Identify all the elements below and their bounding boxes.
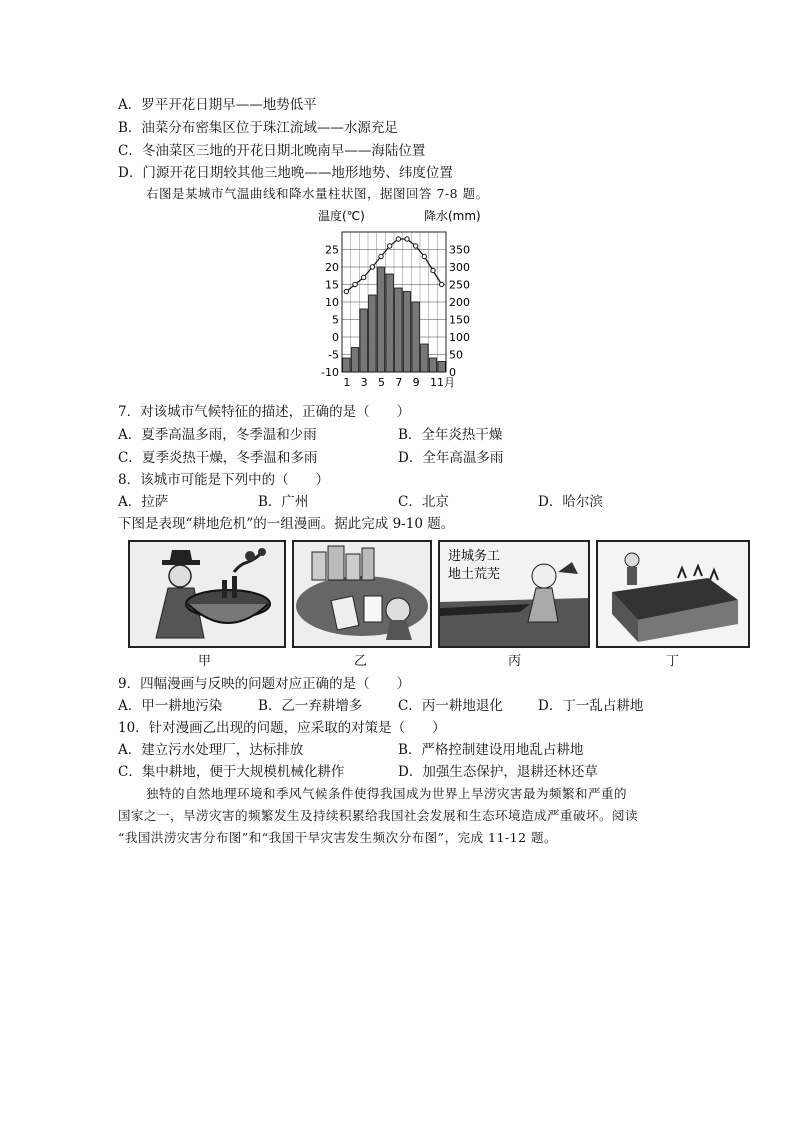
q7-option-c: C．夏季炎热干燥，冬季温和多雨 xyxy=(118,450,318,466)
month-tick-label: 5 xyxy=(378,376,385,389)
cartoon-jia xyxy=(128,540,286,648)
precip-tick-label: 50 xyxy=(449,348,463,362)
temperature-point-month-3 xyxy=(361,275,365,279)
precip-tick-label: 250 xyxy=(449,278,470,292)
temperature-point-month-6 xyxy=(387,244,391,248)
chart-intro: 右图是某城市气温曲线和降水量柱状图，据图回答 7-8 题。 xyxy=(146,186,489,201)
q9-option-b: B．乙一弃耕增多 xyxy=(258,698,363,714)
q6-option-b: B．油菜分布密集区位于珠江流域——水源充足 xyxy=(118,120,398,136)
temperature-point-month-7 xyxy=(396,237,400,241)
cartoon-label-jia: 甲 xyxy=(198,654,212,669)
cartoon-bing xyxy=(438,540,590,648)
precip-bar-month-3 xyxy=(360,309,367,372)
temperature-point-month-9 xyxy=(413,244,417,248)
month-tick-label: 7 xyxy=(395,376,403,389)
q6-option-c: C．冬油菜区三地的开花日期北晚南早——海陆位置 xyxy=(118,143,426,159)
cartoon-bing-text-2: 地土荒芜 xyxy=(448,567,501,582)
temperature-point-month-5 xyxy=(379,254,383,258)
precip-bar-month-12 xyxy=(438,362,445,373)
temperature-point-month-8 xyxy=(405,237,409,241)
precip-tick-label: 200 xyxy=(449,296,470,309)
q8-option-d: D．哈尔滨 xyxy=(538,494,603,510)
precip-tick-label: 0 xyxy=(449,366,456,379)
precip-bar-month-5 xyxy=(377,267,384,372)
temperature-point-month-10 xyxy=(422,254,426,258)
temperature-point-month-4 xyxy=(370,265,374,269)
temp-tick-label: 20 xyxy=(325,261,339,274)
precip-bar-month-9 xyxy=(412,302,419,372)
month-tick-label: 3 xyxy=(360,376,368,389)
temp-tick-label: 15 xyxy=(325,278,339,292)
cartoon-label-bing: 丙 xyxy=(508,654,522,669)
cartoon-bing-drawing xyxy=(440,542,588,646)
q9-option-c: C．丙一耕地退化 xyxy=(398,698,503,714)
q7-stem: 7．对该城市气候特征的描述，正确的是（ ） xyxy=(118,404,411,420)
q7-option-d: D．全年高温多雨 xyxy=(398,450,504,466)
q8-option-a: A．拉萨 xyxy=(118,494,169,510)
precip-tick-label: 150 xyxy=(449,313,470,327)
passage-line-2: 国家之一，旱涝灾害的频繁发生及持续积累给我国社会发展和生态环境造成严重破坏。阅读 xyxy=(118,808,639,823)
q6-option-a: A．罗平开花日期早——地势低平 xyxy=(118,97,317,113)
temp-tick-label: 0 xyxy=(332,331,339,344)
month-tick-label: 11月 xyxy=(430,376,455,389)
cartoon-bing-text-1: 进城务工 xyxy=(448,549,501,564)
precip-bar-month-11 xyxy=(429,358,436,372)
cartoon-yi xyxy=(292,540,432,648)
temp-tick-label: 10 xyxy=(325,296,339,309)
cartoon-yi-drawing xyxy=(294,542,430,646)
cartoon-ding-drawing xyxy=(598,542,748,646)
temperature-point-month-12 xyxy=(439,282,443,286)
cartoon-ding xyxy=(596,540,750,648)
q10-option-c: C．集中耕地，便于大规模机械化耕作 xyxy=(118,764,345,780)
passage-line-1: 独特的自然地理环境和季风气候条件使得我国成为世界上旱涝灾害最为频繁和严重的 xyxy=(146,786,628,801)
precip-tick-label: 300 xyxy=(449,261,470,274)
precip-tick-label: 350 xyxy=(449,243,470,257)
precip-bar-month-4 xyxy=(369,295,376,372)
month-tick-label: 9 xyxy=(412,376,420,389)
cartoon-label-yi: 乙 xyxy=(354,654,368,669)
cartoon-jia-drawing xyxy=(130,542,284,646)
q8-option-c: C．北京 xyxy=(398,494,449,510)
precip-bar-month-2 xyxy=(351,348,358,373)
passage-line-3: “我国洪涝灾害分布图”和“我国干旱灾害发生频次分布图”，完成 11-12 题。 xyxy=(118,830,558,845)
temp-tick-label: 25 xyxy=(325,243,339,257)
q10-option-d: D．加强生态保护，退耕还林还草 xyxy=(398,764,598,780)
q9-option-a: A．甲一耕地污染 xyxy=(118,698,223,714)
q10-option-a: A．建立污水处理厂，达标排放 xyxy=(118,742,304,758)
q8-option-b: B．广州 xyxy=(258,494,309,510)
temperature-axis-label: 温度(℃) xyxy=(318,209,365,223)
precip-bar-month-1 xyxy=(343,358,350,372)
cartoon-label-ding: 丁 xyxy=(666,654,680,669)
precipitation-axis-label: 降水(mm) xyxy=(424,209,481,223)
q10-stem: 10．针对漫画乙出现的问题，应采取的对策是（ ） xyxy=(118,720,446,736)
temperature-point-month-11 xyxy=(431,268,435,272)
temp-tick-label: 5 xyxy=(332,313,339,327)
q7-option-b: B．全年炎热干燥 xyxy=(398,427,503,443)
month-tick-label: 1 xyxy=(343,376,351,389)
cartoon-intro: 下图是表现“耕地危机”的一组漫画。据此完成 9-10 题。 xyxy=(118,516,455,532)
q6-option-d: D．门源开花日期较其他三地晚——地形地势、纬度位置 xyxy=(118,165,453,181)
climate-chart xyxy=(312,206,481,396)
temperature-point-month-2 xyxy=(353,282,357,286)
q10-option-b: B．严格控制建设用地乱占耕地 xyxy=(398,742,584,758)
precip-tick-label: 100 xyxy=(449,331,470,344)
precip-bar-month-6 xyxy=(386,274,393,372)
precip-bar-month-10 xyxy=(421,344,428,372)
temp-tick-label: -10 xyxy=(321,366,339,379)
q7-option-a: A．夏季高温多雨，冬季温和少雨 xyxy=(118,427,317,443)
q8-stem: 8．该城市可能是下列中的（ ） xyxy=(118,472,330,488)
q9-option-d: D．丁一乱占耕地 xyxy=(538,698,644,714)
precip-bar-month-8 xyxy=(403,292,410,373)
q9-stem: 9．四幅漫画与反映的问题对应正确的是（ ） xyxy=(118,676,411,692)
temperature-point-month-1 xyxy=(344,289,348,293)
temp-tick-label: -5 xyxy=(328,348,339,362)
precip-bar-month-7 xyxy=(395,288,402,372)
